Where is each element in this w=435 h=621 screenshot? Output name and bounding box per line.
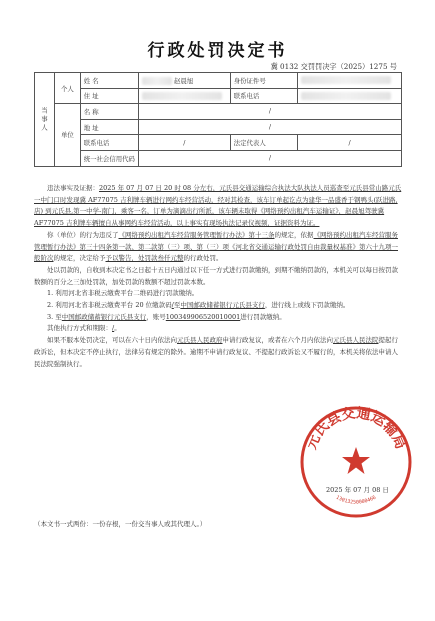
redacted-address: [142, 92, 222, 100]
address-value: [138, 88, 230, 104]
id-label: 身份证件号: [230, 73, 297, 89]
issue-date: 2025 年 07 月 08 日: [326, 486, 389, 494]
seal-text: 元氏县交通运输局: [303, 405, 409, 452]
unit-name-label: 名 称: [80, 104, 138, 120]
payment-method-3: 3. 至中国邮政储蓄银行元氏县支行，账号100349906520010001进行罚款缴纳。: [47, 312, 286, 321]
document-title: 行政处罚决定书: [147, 41, 288, 61]
id-value: [298, 73, 402, 89]
official-seal: [297, 403, 415, 521]
name-label: 姓 名: [80, 73, 138, 89]
star-icon: [342, 447, 370, 474]
name-value: 赵晨旭: [138, 73, 230, 89]
unit-address-value: /: [138, 119, 401, 135]
violation-facts-paragraph: 违法事实及证据：2025 年 07 月 07 日 20 时 08 分左右，元氏县交通运输综合执法大队执法人员巡查至元氏县常山路元氏一中门口时发现冀 AF77075 吉利牌车辆进行网约车经营活动，经对其检查，该车订单起讫点为建华一品盛香于钢鸭头(跃进路,店) 到元氏县,第一中学-南门，乘客一名，订单为滴滴出行所派，该车辆未取得《网络预约出租汽车运输证》，赵晨旭驾驶冀 AF77075 吉利牌车辆擅自从事网约车经营活动，以上事实有现场执法记录仪视频，证据资料为证。: [34, 184, 402, 228]
payment-terms-paragraph: 处以罚款的，自收到本决定书之日起十五日内通过以下任一方式进行罚款缴纳，到期不缴纳罚款的，本机关可以每日按罚款数额的百分之三加处罚款，加处罚款的数额不超过罚款本数。: [34, 265, 398, 286]
payment-method-1: 1. 利用河北省非税云缴费平台二维码进行罚款缴纳。: [47, 289, 199, 298]
party-label: 当事人: [35, 73, 55, 167]
document-number: 冀 0132 交罚罚决字（2025）1275 号: [270, 62, 397, 71]
legal-rep-label: 法定代表人: [230, 135, 297, 151]
unit-address-label: 地 址: [80, 119, 138, 135]
document-footer: （本文书一式两份：一份存根，一份交当事人或其代理人。）: [34, 520, 207, 528]
individual-label: 个人: [54, 73, 80, 104]
redacted-phone: [301, 92, 391, 100]
document-body: [34, 183, 404, 370]
unit-phone-value: /: [138, 135, 230, 151]
legal-rep-value: /: [298, 135, 402, 151]
appeal-rights-paragraph: 如果不服本处罚决定，可以在六十日内依法向元氏县人民政府申请行政复议，或者在六个月内依法向元氏县人民法院提起行政诉讼，但本决定不停止执行，法律另有规定的除外。逾期不申请行政复议、不提起行政诉讼又不履行的，本机关将依法申请人民法院强制执行。: [34, 336, 398, 368]
payment-method-2: 2. 利用河北省非税云缴费平台 20 位缴款码/至中国邮政储蓄银行元氏县支行，进行线上或线下罚款缴纳。: [47, 301, 350, 310]
redacted-id: [301, 76, 391, 84]
unit-label: 单位: [54, 104, 80, 166]
address-label: 住 址: [80, 88, 138, 104]
unit-phone-label: 联系电话: [80, 135, 138, 151]
phone-value: [298, 88, 402, 104]
redacted-name-prefix: [142, 77, 172, 85]
phone-label: 联系电话: [230, 88, 297, 104]
other-execution-paragraph: 其他执行方式和期限：/。: [47, 324, 121, 333]
credit-code-label: 统一社会信用代码: [80, 150, 138, 166]
seal-serial: 13013250000466: [334, 494, 378, 506]
credit-code-value: /: [138, 150, 401, 166]
party-info-table: [34, 72, 402, 167]
unit-name-value: /: [138, 104, 401, 120]
legal-basis-paragraph: 你（单位）的行为违反了《网络预约出租汽车经营服务管理暂行办法》第十三条的规定，依据《网络预约出租汽车经营服务管理暂行办法》第三十四条第一款、第二款第（三）项、第（三）项《河北省交通运输行政处罚自由裁量权基准》第六十九项一般阶次的规定，决定给予予以警告，处罚款叁仟元整的行政处罚。: [34, 230, 398, 263]
